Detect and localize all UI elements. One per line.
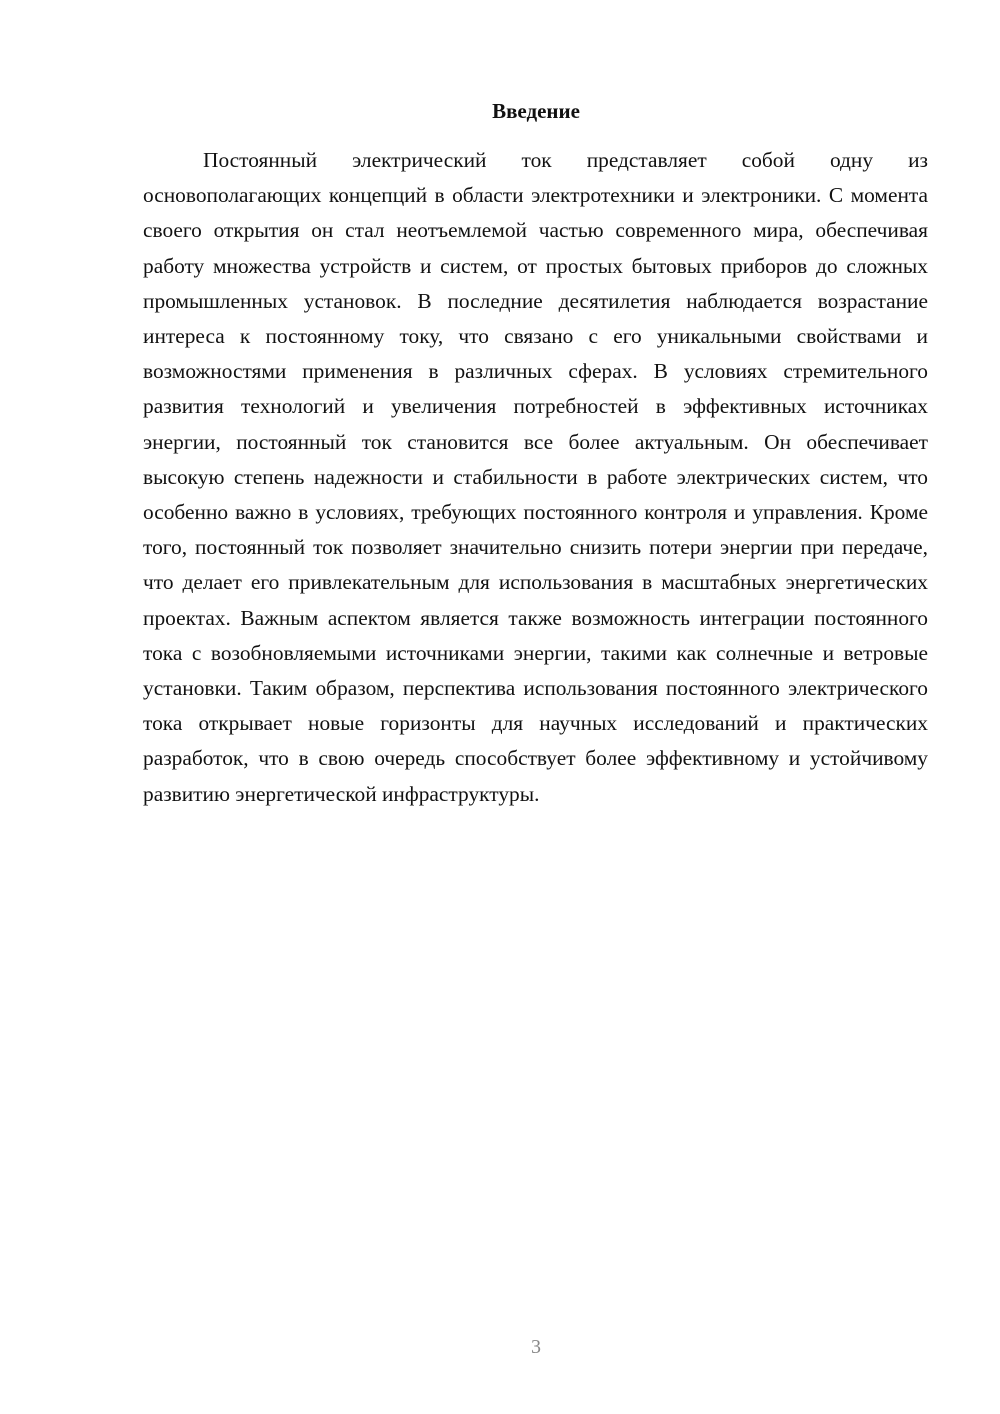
body-paragraph: Постоянный электрический ток представляет собой одну из основополагающих концепций в области электротехники и электроники. С момента своего открытия он стал неотъемлемой частью современного мира, обеспечивая работу множества устройств и систем, от простых бытовых приборов до сложных промышленных установок. В последние десятилетия наблюдается возрастание интереса к постоянному току, что связано с его уникальными свойствами и возможностями применения в различных сферах. В условиях стремительного развития технологий и увеличения потребностей в эффективных источниках энергии, постоянный ток становится все более актуальным. Он обеспечивает высокую степень надежности и стабильности в работе электрических систем, что особенно важно в условиях, требующих постоянного контроля и управления. Кроме того, постоянный ток позволяет значительно снизить потери энергии при передаче, что делает его привлекательным для использования в масштабных энергетических проектах. Важным аспектом является также возможность интеграции постоянного тока с возобновляемыми источниками энергии, такими как солнечные и ветровые установки. Таким образом, перспектива использования постоянного электрического тока открывает новые горизонты для научных исследований и практических разработок, что в свою очередь способствует более эффективному и устойчивому развитию энергетической инфраструктуры.	[143, 148, 928, 806]
section-title: Введение	[492, 99, 580, 123]
page-number: 3	[531, 1336, 541, 1358]
